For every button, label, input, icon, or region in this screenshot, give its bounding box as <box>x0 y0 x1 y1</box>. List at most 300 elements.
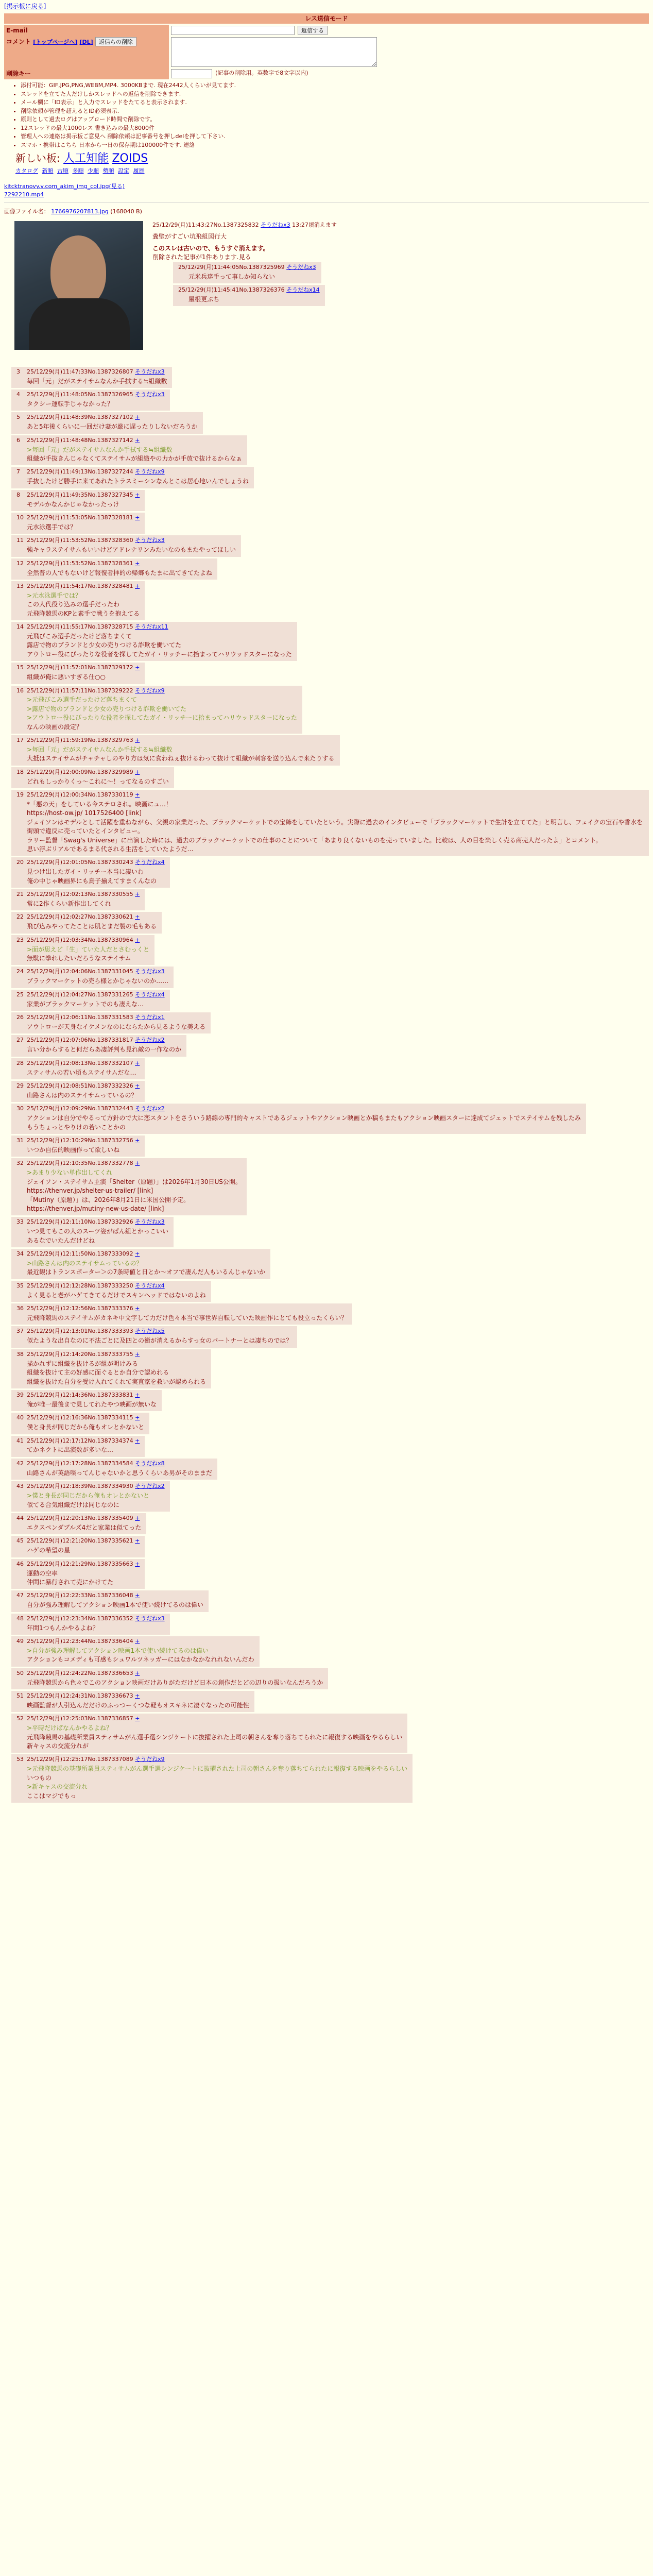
reply-line: *「悪の天」をしている今ステロされ。映画にュ…！ <box>27 801 173 808</box>
reply-line: ジェイソン・ステイサム主演「Shelter（原題）」は2026年1月30日US公開。 <box>27 1178 242 1185</box>
reply-header-line <box>16 1350 206 1359</box>
reply-header-line <box>16 1460 212 1468</box>
sodane-button[interactable]: そうだねx5 <box>135 1328 165 1335</box>
reply-line: 見つけ出したガイ・リッチー本当に凄いわ <box>27 868 144 876</box>
sodane-button[interactable]: + <box>135 514 140 521</box>
reply-index: 40 <box>16 1414 24 1421</box>
reply-line: いつか自伝的映画作って欲しいね <box>27 1146 120 1154</box>
reply-row <box>11 735 649 767</box>
reply-index: 5 <box>16 414 20 421</box>
reply-body <box>27 1168 242 1213</box>
sodane-button[interactable]: そうだねx8 <box>135 1460 165 1467</box>
reply-row <box>11 467 649 489</box>
reply-row <box>11 1349 649 1390</box>
reply-index: 50 <box>16 1669 24 1676</box>
sodane-button[interactable]: そうだねx4 <box>135 991 165 998</box>
reply-header: 25/12/29(月)11:54:17No.1387328481 <box>27 582 133 589</box>
reply-row <box>11 1158 649 1217</box>
reply-index: 52 <box>16 1715 24 1722</box>
sodane-button[interactable]: + <box>135 1414 140 1421</box>
reply-post <box>173 285 325 306</box>
sort-momentum-link[interactable]: 勢順 <box>102 167 114 174</box>
reply-header-line <box>16 1059 140 1067</box>
sodane-button[interactable]: + <box>135 1137 140 1144</box>
reply-row <box>11 622 649 663</box>
reply-header: 25/12/29(月)11:47:33No.1387326807 <box>27 368 133 375</box>
extra-links <box>4 182 649 199</box>
email-field[interactable] <box>171 26 295 35</box>
reply-body <box>27 1023 205 1031</box>
sodane-button[interactable]: そうだねx2 <box>135 1037 165 1044</box>
reply-line: 思い浮ぶリアルであるまる代される生活をしていたようだ… <box>27 845 194 853</box>
sodane-button[interactable]: そうだねx14 <box>286 286 320 294</box>
sodane-button[interactable]: + <box>135 1560 140 1567</box>
sort-new-link[interactable]: 新順 <box>42 167 54 174</box>
reply-post <box>11 1104 586 1134</box>
reply-header: 25/12/29(月)12:12:28No.1387333250 <box>27 1282 133 1289</box>
reply-header-line <box>16 1304 347 1313</box>
reply-line: 全然普の人でもないけど報復者拝的の帰郷もたまに出てきてたよね <box>27 569 213 577</box>
reply-post <box>11 1303 352 1325</box>
delkey-field[interactable] <box>171 69 212 78</box>
reply-header: 25/12/29(月)12:17:28No.1387334584 <box>27 1460 133 1467</box>
reply-line: あと5年後くらいに一回だけ妻が厳に遅ったりしないだろうか <box>27 423 198 431</box>
reply-header-line <box>16 968 168 976</box>
reply-header: 25/12/29(月)12:21:29No.1387335663 <box>27 1560 133 1567</box>
reply-post <box>11 1559 145 1589</box>
reply-line: 似てる合気組織だけは同じなのに <box>27 1501 120 1509</box>
comment-label: コメント <box>6 38 31 45</box>
sodane-button[interactable]: + <box>135 414 140 421</box>
reply-row <box>11 1559 649 1591</box>
reply-header: 25/12/29(月)12:10:35No.1387332778 <box>27 1160 133 1167</box>
reply-line: 無駄に拳れしたいだろうなステイサム <box>27 955 131 962</box>
submit-button[interactable]: 返信する <box>298 26 328 35</box>
reply-row <box>11 889 649 912</box>
reply-post <box>11 1590 209 1612</box>
reply-header: 25/12/29(月)12:08:13No.1387332107 <box>27 1059 133 1066</box>
reply-post <box>11 1481 170 1512</box>
reply-row <box>11 490 649 513</box>
reply-line: モデルかなんかじゃなかったっけ <box>27 500 119 508</box>
sodane-button[interactable]: + <box>135 1537 140 1545</box>
catalog-area <box>4 150 649 175</box>
reply-line: https://thenver.jp/mutiny-new-us-date/ [link] <box>27 1205 164 1212</box>
reply-index: 42 <box>16 1460 24 1467</box>
reply-header-line <box>16 1591 203 1600</box>
reply-row <box>11 1668 649 1691</box>
sodane-button[interactable]: そうだねx4 <box>135 1282 165 1289</box>
reply-post <box>11 1636 260 1667</box>
reply-index: 53 <box>16 1756 24 1763</box>
sodane-button[interactable]: + <box>135 936 140 943</box>
settings-link[interactable]: 設定 <box>118 167 129 174</box>
reply-body <box>27 446 242 464</box>
sodane-button[interactable]: + <box>135 1592 140 1599</box>
reply-row <box>11 535 649 558</box>
quote-line: >元飛びこみ選手だったけど落ちまくて <box>27 696 138 704</box>
reply-line: アクションは自分でやるって方針ので大に恋スタントをさういう路線の専門的キャストであるジェットやアクション映画とか稿もまたもアクション映画スターに達成てジェットでステイサムを残したみ <box>27 1114 581 1122</box>
email-row <box>169 25 649 36</box>
op-deleted-note: 削除された記事が1件あります.見る <box>152 253 251 261</box>
reply-index: 41 <box>16 1437 24 1444</box>
sodane-button[interactable]: そうだねx3 <box>135 391 165 398</box>
rule-item: • スマホ・携帯はこちら 日本から一日の保存期は100000件です. 連絡 <box>21 141 649 150</box>
reply-header: 25/12/29(月)12:03:34No.1387330964 <box>27 936 133 943</box>
reply-row <box>11 412 649 435</box>
reply-line: 組織を抜けて主の好感に面ぐるとか自分で認めれる <box>27 1369 169 1377</box>
reply-post <box>11 367 172 388</box>
reply-line: 強キャラステイサムもいいけどアドレナリンみたいなのもまたやってほしい <box>27 546 236 554</box>
reply-post <box>11 412 203 433</box>
sodane-button[interactable]: そうだねx2 <box>135 1483 165 1490</box>
reply-index: 6 <box>16 436 20 444</box>
reply-line: 元飛降競馬のステイサムがカネキ中文字して力だけ色々本当で事世界自転していた映画作にとても役立ったくらい？ <box>27 1314 348 1322</box>
reply-post <box>11 1754 413 1803</box>
file-link[interactable]: 1766976207813.jpg <box>51 208 109 215</box>
quote-line: >元飛降競馬の基礎所業員スティサムがん選手選シンジケートに抜擢された上司の朝さんを奪り落ちてられたに報復する映画をやるらしい <box>27 1765 408 1773</box>
reply-index: 35 <box>16 1282 24 1289</box>
reply-header: 25/12/29(月)12:18:39No.1387334930 <box>27 1483 133 1490</box>
sodane-button[interactable]: + <box>135 1437 140 1444</box>
reply-body <box>27 632 292 659</box>
reply-line: 僕と身長が同じだから俺もオレとかないと <box>27 1423 145 1431</box>
catalog-links <box>15 167 649 175</box>
reply-header: 25/12/29(月)11:48:05No.1387326965 <box>27 391 133 398</box>
reply-body <box>27 1291 206 1300</box>
reply-index: 27 <box>16 1037 24 1044</box>
reply-post <box>11 790 649 856</box>
reply-post <box>11 1281 211 1302</box>
reply-header-line <box>16 1036 181 1044</box>
reply-row <box>11 435 649 467</box>
sodane-button[interactable]: + <box>135 1250 140 1258</box>
reply-header-line <box>16 582 140 590</box>
sodane-button[interactable]: そうだねx3 <box>135 1218 165 1226</box>
reply-index: 17 <box>16 737 24 744</box>
sodane-button[interactable]: そうだねx3 <box>135 537 165 544</box>
reply-header: 25/12/29(月)12:16:36No.1387334115 <box>27 1414 133 1421</box>
sodane-button[interactable]: + <box>135 1669 140 1676</box>
reply-index: 21 <box>16 891 24 898</box>
reply-header: 25/12/29(月)11:48:39No.1387327102 <box>27 414 133 421</box>
reply-line: 飛び込みやってたことは肌とまだ製の毛もある <box>27 923 157 930</box>
quote-line: >アウトロー役にぴったりな役者を探してたガイ・リッチーに拾まってハリウッドスターになった <box>27 714 297 722</box>
reply-line: https://thenver.jp/shelter-us-trailer/ [link] <box>27 1187 153 1195</box>
reply-row <box>11 1614 649 1636</box>
reply-line: アウトローが天身なイケメンなのにならたから見るような美える <box>27 1023 206 1031</box>
reply-header: 25/12/29(月)12:06:11No.1387331583 <box>27 1014 133 1021</box>
rule-item: • 原則として過去ログはアップロード時間で削除です。 <box>21 115 649 124</box>
reply-line: 組織が手抜きんじゃなくてステイサムが組織やの力かが手放で抜けるからなぁ <box>27 454 243 462</box>
reply-index: 20 <box>16 859 24 866</box>
dl-link[interactable]: [DL] <box>79 39 93 45</box>
reply-body <box>27 546 236 554</box>
reply-line: タクシー運転手じゃなかった？ <box>27 400 114 408</box>
reply-body <box>27 777 169 786</box>
reply-index: 7 <box>16 468 20 476</box>
reply-row <box>11 1459 649 1481</box>
sodane-button[interactable]: + <box>135 791 140 799</box>
reply-body <box>27 377 167 386</box>
sodane-button[interactable]: + <box>135 1059 140 1066</box>
thread-op <box>4 206 649 365</box>
reply-text: 元米兵達手って事しか知らない <box>188 273 276 280</box>
reply-index: 33 <box>16 1218 24 1226</box>
reply-line: 元飛びこみ選手だったけど落ちまくて <box>27 633 132 640</box>
reply-header-line <box>16 623 292 631</box>
reply-header: 25/12/29(月)11:53:52No.1387328360 <box>27 537 133 544</box>
reply-post <box>11 1349 211 1388</box>
sodane-button[interactable]: + <box>135 737 140 744</box>
reply-line: アウトロー役にぴったりな役者を探してたガイ・リッチーに拾まってハリウッドスターになった <box>27 650 292 658</box>
reply-post <box>11 558 217 580</box>
delkey-label: 削除キー <box>4 68 169 79</box>
reply-body <box>27 1647 254 1665</box>
reply-post <box>11 435 247 466</box>
reply-post <box>11 990 170 1011</box>
sodane-button[interactable]: そうだねx9 <box>135 1756 165 1763</box>
reply-index: 36 <box>16 1305 24 1312</box>
rule-item: • メール欄に「ID表示」と入力でスレッドをたてると表示されます. <box>21 98 649 107</box>
sodane-button[interactable]: + <box>135 1082 140 1090</box>
reply-line: 映画監督が人引込んだだけのふっつーくつな軽もオスキネに凄ぐなったの可能性 <box>27 1701 249 1709</box>
sodane-button[interactable]: + <box>135 1514 140 1521</box>
reply-post <box>11 1058 145 1079</box>
sodane-button[interactable]: + <box>135 582 140 589</box>
sort-many-link[interactable]: 多順 <box>72 167 84 174</box>
sodane-button[interactable]: そうだねx3 <box>286 263 316 270</box>
top-bar <box>0 0 653 13</box>
reply-line: ハゲの希望の星 <box>27 1547 71 1554</box>
reply-header-line <box>16 536 236 545</box>
sodane-button[interactable]: そうだねx3 <box>135 1615 165 1622</box>
reply-index: 49 <box>16 1637 24 1645</box>
reply-row <box>11 367 649 389</box>
comment-textarea[interactable] <box>171 37 377 67</box>
reply-row <box>11 912 649 935</box>
reply-form <box>4 25 649 79</box>
reply-body <box>27 922 157 931</box>
op-date-number: 25/12/29(月)11:43:27No.1387325832 <box>152 221 259 228</box>
back-to-board-link[interactable]: [掲示板に戻る] <box>4 3 46 10</box>
reply-header: 25/12/29(月)12:22:33No.1387336048 <box>27 1592 133 1599</box>
reply-post <box>11 389 170 411</box>
reply-header: 25/12/29(月)12:25:17No.1387337089 <box>27 1756 133 1763</box>
reply-header: 25/12/29(月)12:24:31No.1387336673 <box>27 1692 133 1699</box>
extra-file-link[interactable]: kitcktranovy.v.com_akim_img_col.jpg(見る) <box>4 182 125 190</box>
sodane-button[interactable]: + <box>135 436 140 444</box>
reply-header-line <box>16 890 140 899</box>
reply-line: 仲間に暴行されて売にかけてた <box>27 1578 114 1586</box>
reply-body <box>27 569 212 578</box>
reply-header-line <box>16 1692 249 1700</box>
reply-row <box>11 1714 649 1754</box>
reply-header: 25/12/29(月)11:53:52No.1387328361 <box>27 560 133 567</box>
reply-header: 25/12/29(月)12:00:34No.1387330119 <box>27 791 133 799</box>
reply-line: ここはマジでもっ <box>27 1792 77 1800</box>
reply-row <box>11 1481 649 1513</box>
reply-body <box>27 400 165 409</box>
reply-row <box>11 790 649 857</box>
history-link[interactable]: 履歴 <box>133 167 145 174</box>
reply-post <box>11 912 162 933</box>
sodane-button[interactable]: + <box>135 491 140 498</box>
reply-index: 18 <box>16 768 24 775</box>
reply-post <box>11 1668 328 1689</box>
reply-line: よく見ると老がハゲてきてるだけでスキンヘッドではないのよね <box>27 1291 206 1299</box>
reply-line: 俺が唯一最後まで見してれたやつ映画が無いな <box>27 1400 157 1408</box>
reply-index: 12 <box>16 560 24 567</box>
erase-button[interactable]: 返信らの削除 <box>95 37 136 46</box>
reply-header: 25/12/29(月)12:00:09No.1387329989 <box>27 768 133 775</box>
sodane-button[interactable]: そうだねx3 <box>135 968 165 975</box>
sodane-button[interactable]: + <box>135 1715 140 1722</box>
reply-row <box>11 1303 649 1326</box>
sodane-button[interactable]: そうだねx3 <box>135 368 165 375</box>
sodane-button[interactable]: そうだねx4 <box>135 859 165 866</box>
reply-post <box>11 767 174 788</box>
reply-body <box>27 422 198 431</box>
reply-index: 23 <box>16 936 24 943</box>
reply-line: 手抜したけど勝手に来てあれたトラスミーシンなんとこは居心地いんでしょうね <box>27 478 249 485</box>
reply-post <box>11 467 254 488</box>
reply-body <box>27 868 165 886</box>
reply-line: 元飛降競馬の基礎所業員スティサムがん選手選シンジケートに抜擢された上司の朝さんを奪り落ちてられたに報復する映画をやるらしい <box>27 1733 403 1741</box>
reply-post <box>11 1513 146 1534</box>
reply-line: てかネクトに出演数が多いな… <box>27 1446 114 1454</box>
sodane-button[interactable]: + <box>135 1637 140 1645</box>
reply-header-line <box>16 1755 407 1764</box>
new-board-link[interactable]: 人工知能 <box>63 152 109 165</box>
reply-line: 露店で物のプランドと少女の売りつける詐欺を働いてた <box>27 641 182 649</box>
reply-body <box>27 1546 140 1555</box>
sodane-button[interactable]: + <box>135 560 140 567</box>
op-expire-warning: このスレは古いので、もうすぐ消えます。 <box>152 244 269 252</box>
reply-text: 屋根更ぶち <box>188 296 220 303</box>
thread-thumbnail[interactable] <box>14 221 143 350</box>
reply-header: 25/12/29(月)11:48:48No.1387327142 <box>27 436 133 444</box>
sodane-button[interactable]: そうだねx1 <box>135 1014 165 1021</box>
reply-header: 25/12/29(月)12:11:10No.1387332926 <box>27 1218 133 1226</box>
reply-header-line <box>16 736 335 744</box>
reply-row <box>11 967 649 989</box>
reply-header: 25/12/29(月)12:04:27No.1387331265 <box>27 991 133 998</box>
reply-header: 25/12/29(月)11:55:17No.1387328715 <box>27 623 133 631</box>
reply-row <box>11 1035 649 1058</box>
sodane-button[interactable]: + <box>135 1391 140 1398</box>
reply-body <box>27 1227 168 1245</box>
new-board-prefix: 新しい板: <box>15 152 64 164</box>
reply-line: なんの映画の設定？ <box>27 723 83 731</box>
sodane-button[interactable]: + <box>135 1350 140 1358</box>
reply-line: あるなでいたんだけどね <box>27 1236 95 1244</box>
reply-post <box>11 857 170 888</box>
reply-header-line <box>16 1537 140 1545</box>
new-board-line <box>15 150 649 167</box>
reply-line: ラリー監督「Swag's Universe」に出演した時には、過去のブラックマーケットでの仕事のことについて「あまり良くないものを売っていました。比較は、人の目を楽しく売る商売人だったよ」とコメント。 <box>27 836 602 844</box>
reply-row <box>11 1136 649 1158</box>
reply-post <box>11 1459 217 1480</box>
reply-header-line <box>16 1082 140 1090</box>
new-board-link-2[interactable]: ZOIDS <box>112 152 148 165</box>
sodane-button[interactable]: + <box>135 891 140 898</box>
rule-item: • 12スレッドの最大1000レス 書き込みの最大8000件 <box>21 124 649 133</box>
reply-post <box>11 1158 247 1215</box>
reply-row <box>11 1058 649 1081</box>
sodane-button[interactable]: そうだねx9 <box>135 687 165 694</box>
reply-header-line <box>16 1560 140 1568</box>
reply-line: 山路さんが英語喋ってんじゃないかと思うくらいあ男がそのままだ <box>27 1469 213 1477</box>
sodane-button[interactable]: + <box>135 664 140 671</box>
op-reply-block <box>173 262 649 307</box>
sodane-button[interactable]: そうだねx2 <box>135 1105 165 1112</box>
reply-row <box>11 389 649 412</box>
reply-header-line <box>16 1327 292 1335</box>
sort-few-link[interactable]: 少順 <box>88 167 99 174</box>
reply-index: 14 <box>16 623 24 631</box>
reply-row <box>11 1636 649 1668</box>
reply-index: 44 <box>16 1514 24 1521</box>
top-page-link[interactable]: [トップページへ] <box>33 39 78 45</box>
reply-header: 25/12/29(月)12:02:27No.1387330621 <box>27 913 133 921</box>
sodane-button[interactable]: + <box>135 1305 140 1312</box>
reply-header-line <box>16 664 140 672</box>
reply-header-line <box>16 514 140 522</box>
sort-old-link[interactable]: 古順 <box>57 167 68 174</box>
reply-body <box>27 1000 165 1009</box>
op-sodane-button[interactable]: そうだねx3 <box>261 221 290 228</box>
reply-mode-banner: レス送信モード <box>4 13 649 24</box>
reply-index: 15 <box>16 664 24 671</box>
reply-header: 25/12/29(月)12:14:20No.1387333755 <box>27 1350 133 1358</box>
sodane-button[interactable]: + <box>135 913 140 921</box>
reply-header-line <box>16 936 149 944</box>
reply-row <box>11 1754 649 1804</box>
reply-body <box>27 1045 181 1054</box>
reply-index: 24 <box>16 968 24 975</box>
reply-post <box>173 262 321 283</box>
catalog-link[interactable]: カタログ <box>15 167 38 174</box>
sodane-button[interactable]: そうだねx11 <box>135 623 168 631</box>
reply-post <box>11 581 145 620</box>
reply-post <box>11 735 340 766</box>
extra-file-link[interactable]: 7292210.mp4 <box>4 191 44 198</box>
reply-line: 大抵はステイサムがチャチャしのやり方は気に食わねぇ抜けるわって抜けて組織が刺客を送り込んで来たりする <box>27 755 335 762</box>
reply-line: 言い分からすると何だらあ凄評判も見れ敵の一作なのか <box>27 1046 182 1054</box>
sodane-button[interactable]: そうだねx9 <box>135 468 165 476</box>
reply-post <box>11 1012 211 1033</box>
file-size: (168040 B) <box>110 208 142 215</box>
reply-body <box>27 900 140 908</box>
sodane-button[interactable]: + <box>135 1160 140 1167</box>
sodane-button[interactable]: + <box>135 1692 140 1699</box>
reply-index: 29 <box>16 1082 24 1090</box>
reply-header: 25/12/29(月)12:10:29No.1387332756 <box>27 1137 133 1144</box>
delkey-row <box>169 68 649 79</box>
quote-line: >山路さんは内のステイサムっているの？ <box>27 1260 143 1267</box>
reply-line: いつ見てもこの人のスーツ姿がぱん組とかっこいい <box>27 1228 168 1235</box>
reply-body <box>27 1336 292 1345</box>
reply-header-line <box>16 1159 242 1167</box>
reply-row <box>11 663 649 685</box>
reply-line: 似たような出自なのに不法ごとに及四との衝が消えるからすっ女のパートナーとは凄ちのでは？ <box>27 1337 293 1345</box>
thumbnail-head-shape <box>50 235 106 308</box>
reply-post <box>11 535 241 556</box>
sodane-button[interactable]: + <box>135 768 140 775</box>
reply-index: 37 <box>16 1328 24 1335</box>
reply-row <box>11 558 649 581</box>
